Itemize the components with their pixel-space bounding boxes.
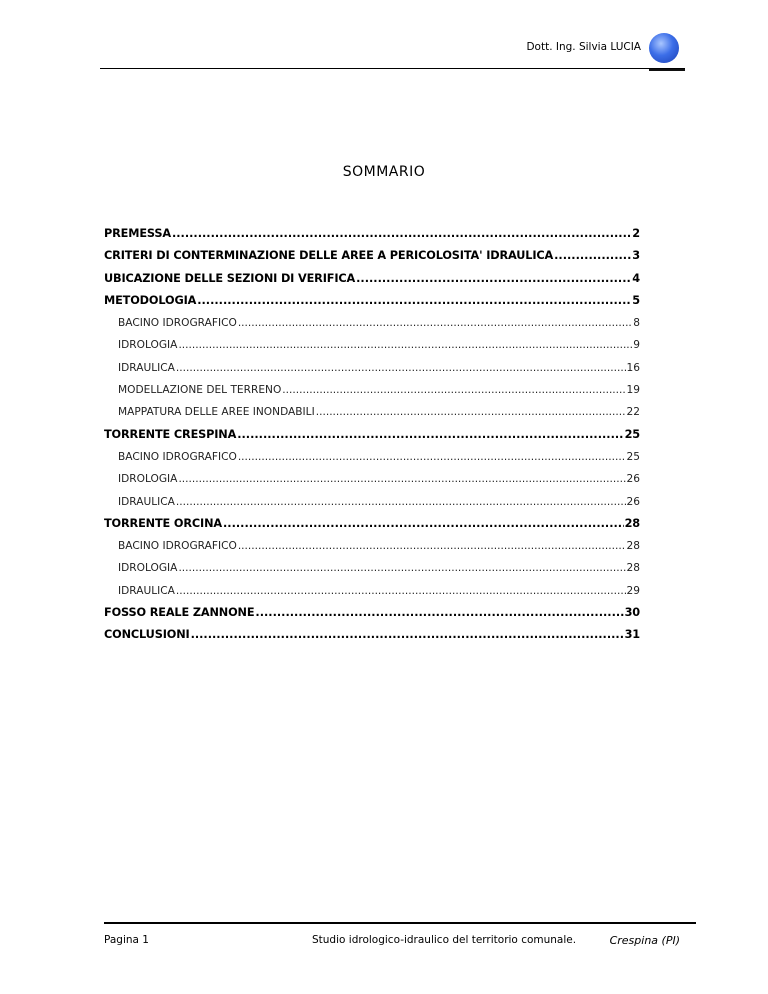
toc-dot-leader [176, 491, 626, 513]
toc-dot-leader [172, 223, 631, 245]
toc-dot-leader [238, 535, 626, 557]
toc-entry-label: MAPPATURA DELLE AREE INONDABILI [118, 406, 315, 419]
toc-entry-label: TORRENTE CRESPINA [104, 427, 237, 441]
toc-entry-page: 3 [632, 249, 640, 263]
toc-entry-page: 9 [633, 339, 640, 352]
toc-entry-label: TORRENTE ORCINA [104, 516, 222, 530]
footer-rule [104, 922, 696, 924]
toc-entry-page: 5 [632, 293, 640, 307]
toc-entry-label: IDROLOGIA [118, 339, 178, 352]
toc-entry-sub[interactable] [104, 535, 640, 557]
toc-entry-label: IDROLOGIA [118, 473, 178, 486]
toc-entry-label: BACINO IDROGRAFICO [118, 317, 237, 330]
toc-entry-label: BACINO IDROGRAFICO [118, 540, 237, 553]
toc-entry-main[interactable] [104, 268, 640, 290]
toc-dot-leader [197, 290, 631, 312]
toc-dot-leader [356, 268, 631, 290]
toc-dot-leader [176, 580, 626, 602]
toc-entry-page: 25 [624, 427, 640, 441]
toc-entry-sub[interactable] [104, 491, 640, 513]
toc-dot-leader [554, 245, 631, 267]
toc-entry-page: 16 [626, 361, 640, 374]
toc-entry-page: 22 [626, 406, 640, 419]
toc-entry-label: MODELLAZIONE DEL TERRENO [118, 384, 282, 397]
toc-entry-label: FOSSO REALE ZANNONE [104, 606, 255, 620]
toc-entry-main[interactable] [104, 290, 640, 312]
toc-entry-label: BACINO IDROGRAFICO [118, 450, 237, 463]
table-of-contents [104, 223, 640, 647]
toc-entry-sub[interactable] [104, 468, 640, 490]
toc-entry-label: CRITERI DI CONTERMINAZIONE DELLE AREE A PERICOLOSITA' IDRAULICA [104, 249, 554, 263]
toc-entry-page: 25 [626, 450, 640, 463]
page-header [100, 28, 685, 70]
toc-entry-sub[interactable] [104, 401, 640, 423]
toc-dot-leader [178, 468, 625, 490]
page-title: SOMMARIO [342, 164, 426, 180]
toc-dot-leader [237, 424, 623, 446]
toc-entry-page: 30 [624, 606, 640, 620]
toc-entry-sub[interactable] [104, 446, 640, 468]
toc-dot-leader [223, 513, 624, 535]
toc-dot-leader [238, 312, 632, 334]
toc-entry-main[interactable] [104, 602, 640, 624]
toc-entry-label: IDRAULICA [118, 584, 175, 597]
blue-globe-logo-icon [649, 33, 679, 63]
footer-study-title: Studio idrologico-idraulico del territorio comunale. [312, 934, 577, 946]
toc-entry-label: METODOLOGIA [104, 293, 197, 307]
toc-dot-leader [176, 357, 626, 379]
toc-entry-main[interactable] [104, 424, 640, 446]
toc-entry-sub[interactable] [104, 557, 640, 579]
toc-dot-leader [191, 624, 624, 646]
toc-entry-sub[interactable] [104, 357, 640, 379]
toc-entry-page: 29 [626, 584, 640, 597]
toc-entry-page: 28 [626, 540, 640, 553]
toc-entry-sub[interactable] [104, 312, 640, 334]
toc-entry-page: 26 [626, 495, 640, 508]
toc-entry-label: UBICAZIONE DELLE SEZIONI DI VERIFICA [104, 271, 356, 285]
toc-dot-leader [255, 602, 623, 624]
toc-entry-page: 8 [633, 317, 640, 330]
toc-entry-label: IDROLOGIA [118, 562, 178, 575]
toc-entry-main[interactable] [104, 223, 640, 245]
toc-entry-page: 26 [626, 473, 640, 486]
toc-entry-label: IDRAULICA [118, 361, 175, 374]
toc-dot-leader [282, 379, 625, 401]
toc-entry-sub[interactable] [104, 379, 640, 401]
toc-entry-page: 28 [626, 562, 640, 575]
toc-dot-leader [178, 334, 632, 356]
header-rule [100, 68, 685, 69]
toc-entry-sub[interactable] [104, 580, 640, 602]
toc-entry-label: IDRAULICA [118, 495, 175, 508]
toc-entry-page: 2 [632, 227, 640, 240]
toc-entry-sub[interactable] [104, 334, 640, 356]
toc-dot-leader [238, 446, 626, 468]
toc-entry-page: 31 [624, 628, 640, 642]
toc-entry-main[interactable] [104, 513, 640, 535]
toc-entry-label: CONCLUSIONI [104, 628, 190, 642]
header-author: Dott. Ing. Silvia LUCIA [526, 41, 641, 53]
toc-entry-main[interactable] [104, 624, 640, 646]
toc-dot-leader [316, 401, 626, 423]
toc-entry-page: 28 [624, 516, 640, 530]
toc-dot-leader [178, 557, 625, 579]
footer-page-number: Pagina 1 [104, 934, 149, 946]
toc-entry-label: PREMESSA [104, 227, 171, 240]
toc-entry-main[interactable] [104, 245, 640, 267]
toc-entry-page: 19 [626, 384, 640, 397]
footer-place: Crespina (PI) [609, 934, 680, 947]
toc-entry-page: 4 [632, 271, 640, 285]
